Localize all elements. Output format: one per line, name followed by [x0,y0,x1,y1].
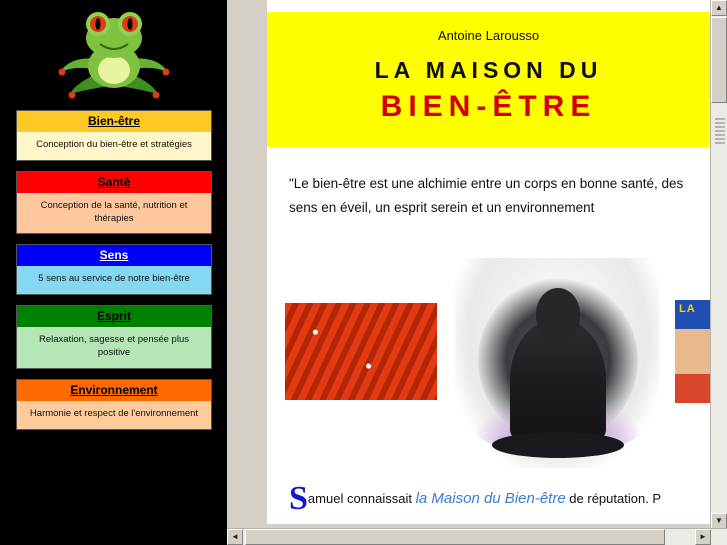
page-title-line2: BIEN-ÊTRE [380,90,597,123]
horizontal-scroll-thumb[interactable] [245,529,665,545]
sidebar-item-sante-description: Conception de la santé, nutrition et thérapies [17,193,211,234]
sidebar [0,0,227,545]
magazine-cover-label: LA [679,303,696,315]
chevron-left-icon: ◄ [231,532,239,541]
scroll-right-button[interactable] [695,529,711,545]
sidebar-item-sante-label[interactable]: Santé [17,172,211,193]
magazine-cover-photo [675,300,710,403]
chevron-right-icon: ► [699,532,707,541]
sidebar-item-environnement-label[interactable]: Environnement [17,380,211,401]
crowd-red-photo [285,303,437,400]
sidebar-item-sante[interactable] [16,171,212,235]
body-paragraph [289,480,710,518]
sidebar-item-bienetre[interactable] [16,110,212,161]
sidebar-item-bienetre-label[interactable]: Bien-être [17,111,211,132]
body-dropcap: S [289,480,308,517]
quote-text: "Le bien-être est une alchimie entre un corps en bonne santé, des sens en éveil, un esprit serein et un environnement [289,176,684,215]
author-name: Antoine Larousso [437,28,540,43]
document-viewport [227,0,727,545]
body-part2: de réputation. P [565,491,662,506]
sidebar-item-bienetre-description: Conception du bien-être et stratégies [17,132,211,160]
sidebar-item-environnement-description: Harmonie et respect de l'environnement [17,401,211,429]
body-highlight: la Maison du Bien-être [415,490,566,507]
chevron-down-icon: ▼ [715,516,723,525]
logo-container [0,0,227,108]
horizontal-scrollbar[interactable] [227,528,727,545]
document-page [267,0,710,524]
buddha-base [492,432,624,458]
sidebar-nav [16,110,212,440]
scroll-up-button[interactable] [711,0,727,16]
frog-logo-icon [44,4,184,104]
vertical-scroll-thumb[interactable] [711,17,727,103]
page-title-line1: LA MAISON DU [374,57,603,83]
body-part1: amuel connaissait [307,491,416,506]
sidebar-item-sens[interactable] [16,244,212,295]
sidebar-item-environnement[interactable] [16,379,212,430]
scroll-grip-icon [715,118,725,144]
buddha-statue-photo [455,258,660,468]
sidebar-item-sens-description: 5 sens au service de notre bien-être [17,266,211,294]
sidebar-item-esprit[interactable] [16,305,212,369]
buddha-head [536,288,580,340]
vertical-scrollbar[interactable] [710,0,727,529]
sidebar-item-esprit-label[interactable]: Esprit [17,306,211,327]
sidebar-item-sens-label[interactable]: Sens [17,245,211,266]
image-row [267,248,710,468]
chevron-up-icon: ▲ [715,3,723,12]
sidebar-item-esprit-description: Relaxation, sagesse et pensée plus positive [17,327,211,368]
scroll-down-button[interactable] [711,513,727,529]
scroll-left-button[interactable] [227,529,243,545]
page-banner [267,12,710,147]
